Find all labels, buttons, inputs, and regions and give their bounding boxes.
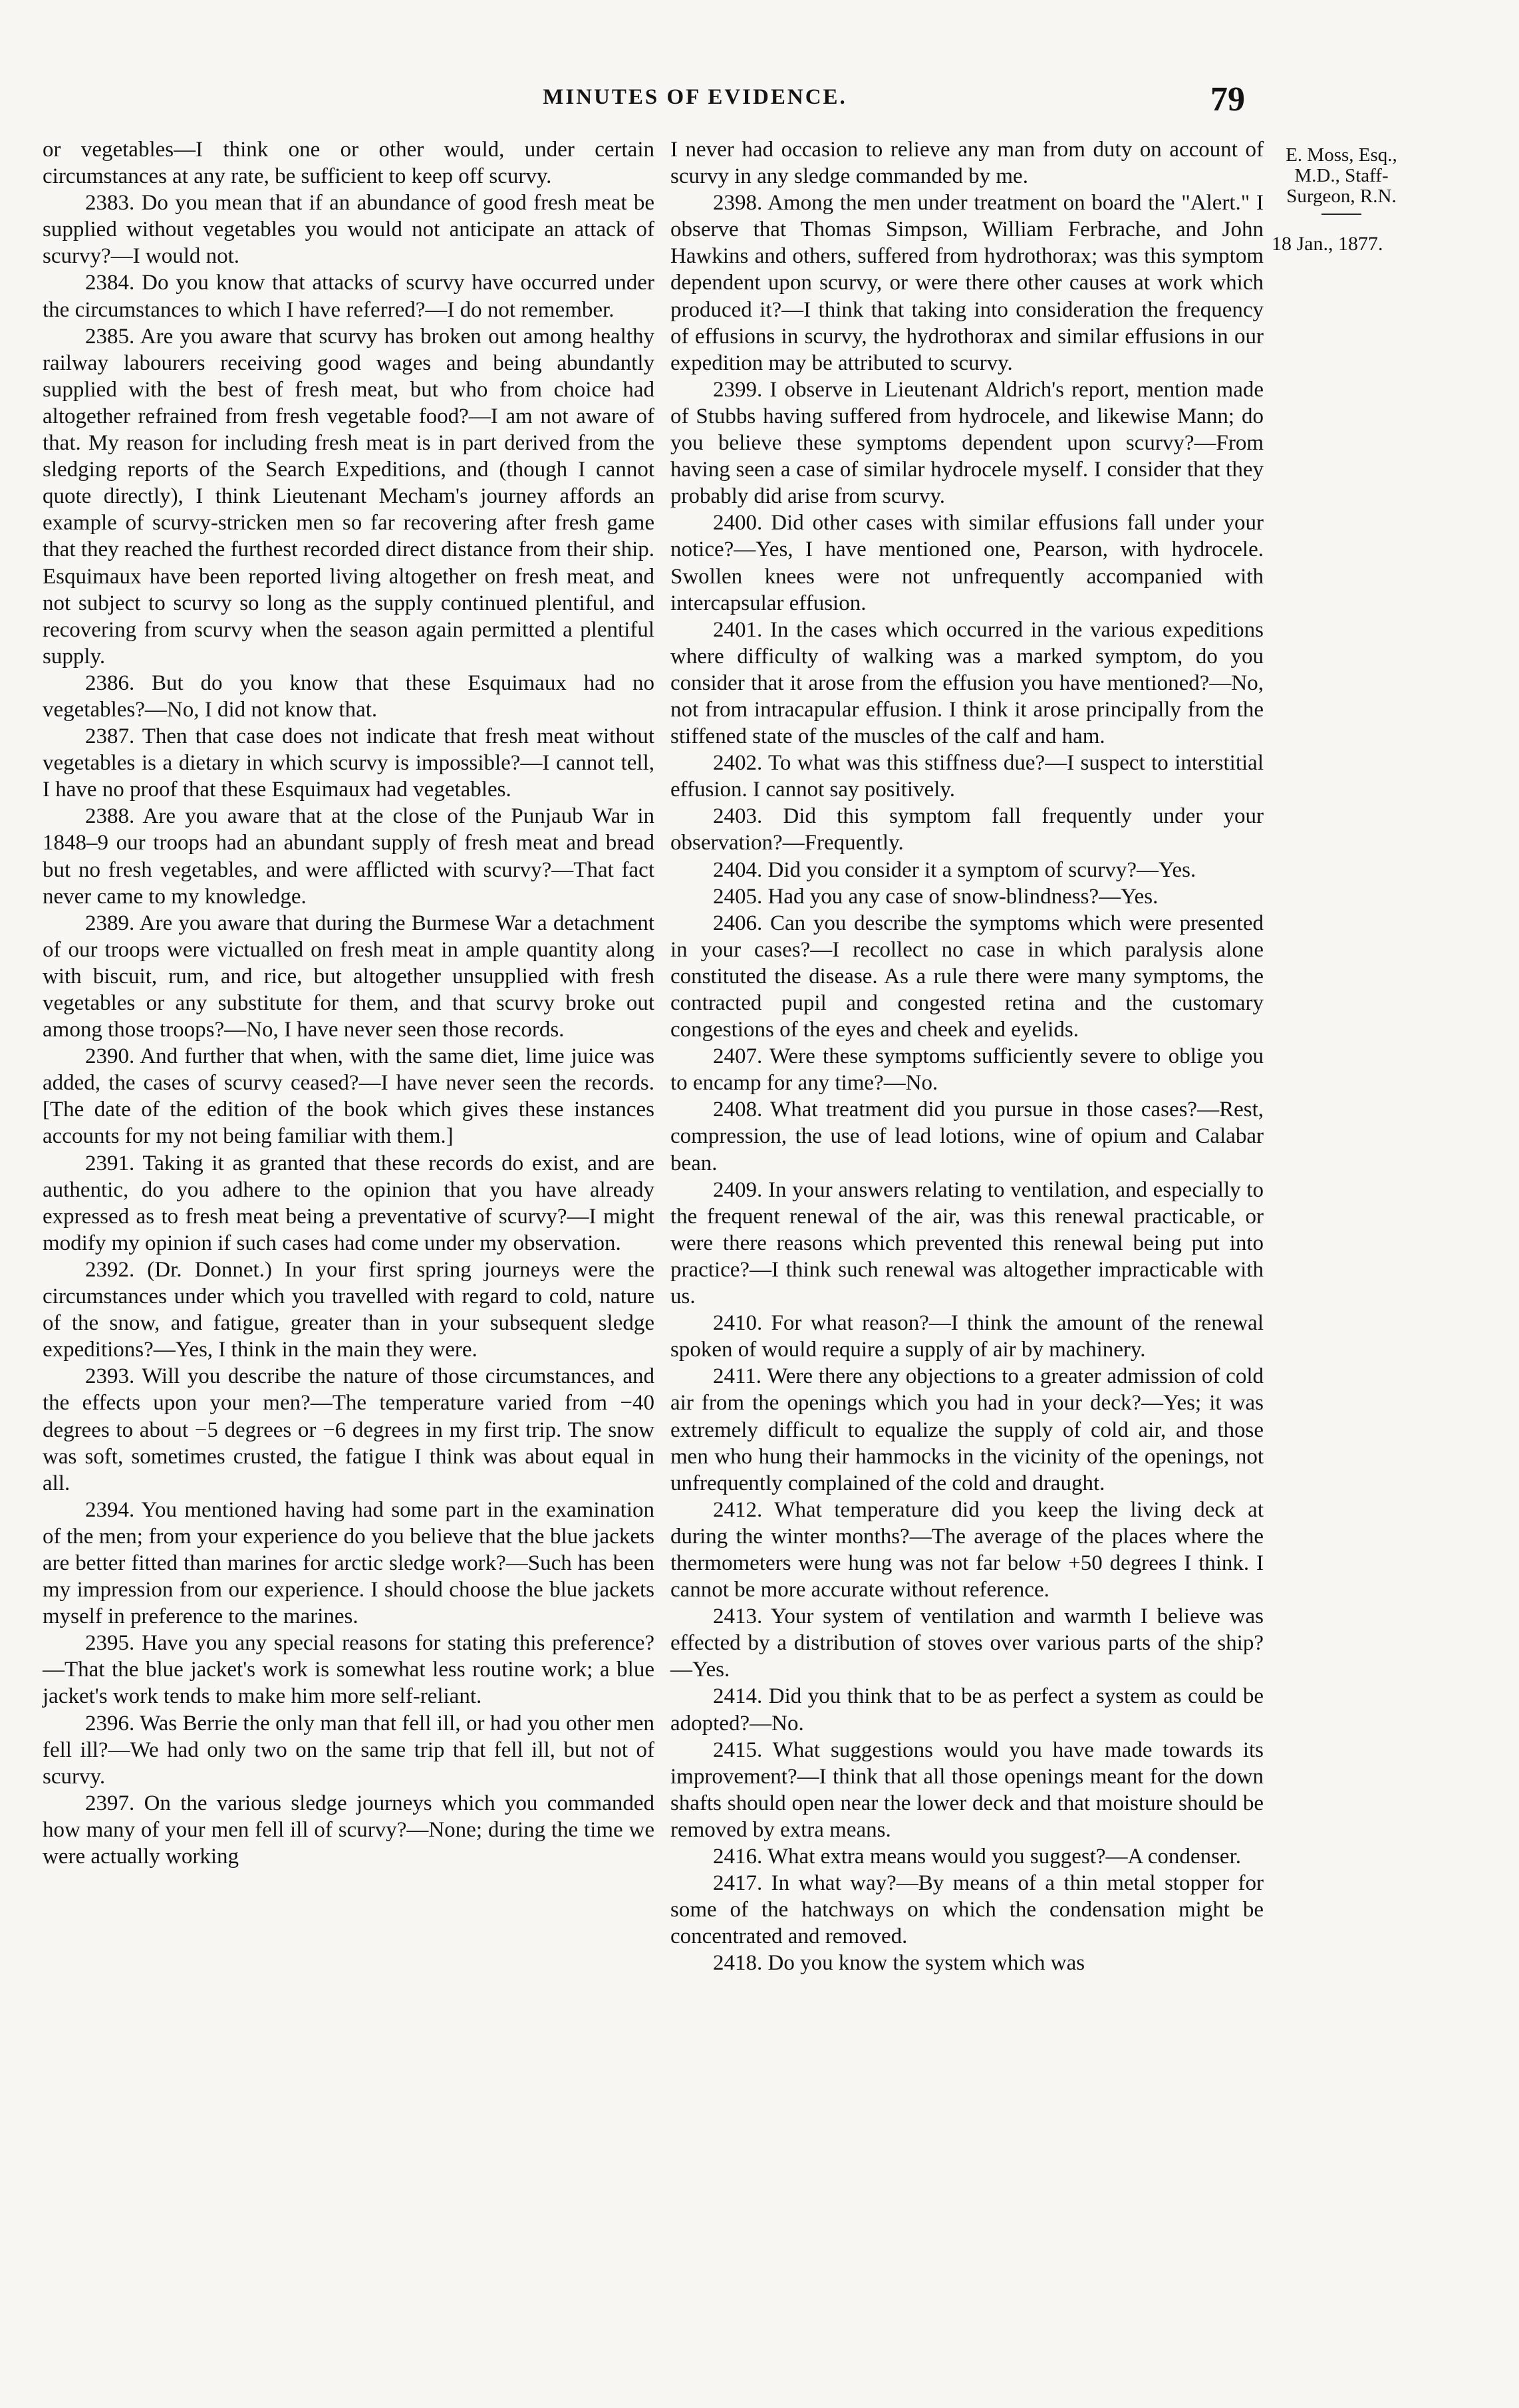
right-column: [670, 136, 1264, 1976]
witness-margin-note: [1272, 145, 1411, 220]
paragraph: 2398. Among the men under treatment on board the "Alert." I observe that Thomas Simpson, William Ferbrache, and John Hawkins and others, suffered from hydrothorax; was this symptom dependent upon scurvy, or were there other causes at work which produced it?—I think that taking into consideration the frequency of effusions in scurvy, the hydrothorax and similar effusions in our expedition may be attributed to scurvy.: [670, 191, 1264, 375]
paragraph: 2407. Were these symptoms sufficiently severe to oblige you to encamp for any time?—No.: [670, 1044, 1264, 1096]
paragraph: 2414. Did you think that to be as perfect a system as could be adopted?—No.: [670, 1684, 1264, 1735]
paragraph: 2418. Do you know the system which was: [713, 1951, 1085, 1976]
paragraph: 2395. Have you any special reasons for stating this preference?—That the blue jacket's work is somewhat less routine work; a blue jacket's work tends to make him more self-reliant.: [43, 1631, 654, 1709]
paragraph: 2388. Are you aware that at the close of the Punjaub War in 1848–9 our troops had an abundant supply of fresh meat and bread but no fresh vegetables, and were afflicted with scurvy?—That fact never came to my knowledge.: [43, 804, 654, 909]
witness-name: E. Moss, Esq., M.D., Staff-Surgeon, R.N.: [1286, 144, 1397, 207]
paragraph: 2390. And further that when, with the same diet, lime juice was added, the cases of scurvy ceased?—I have never seen the records. [The date of the edition of the book which gives these instances accounts for my not being familiar with them.]: [43, 1044, 654, 1149]
paragraph: 2396. Was Berrie the only man that fell ill, or had you other men fell ill?—We had only two on the same trip that fell ill, but not of scurvy.: [43, 1711, 654, 1789]
paragraph: 2383. Do you mean that if an abundance of good fresh meat be supplied without vegetables you would not anticipate an attack of scurvy?—I would not.: [43, 191, 654, 269]
paragraph: 2401. In the cases which occurred in the various expeditions where difficulty of walking was a marked symptom, do you consider that it arose from the effusion you have mentioned?—No, not from intracapular effusion. I think it arose principally from the stiffened state of the muscles of the calf and ham.: [670, 617, 1264, 749]
paragraph: 2405. Had you any case of snow-blindness?—Yes.: [713, 884, 1159, 909]
paragraph: 2392. (Dr. Donnet.) In your first spring journeys were the circumstances under which you travelled with regard to cold, nature of the snow, and fatigue, greater than in your subsequent sledge expeditions?—Yes, I think in the main they were.: [43, 1257, 654, 1362]
paragraph: I never had occasion to relieve any man from duty on account of scurvy in any sledge commanded by me.: [670, 138, 1264, 189]
paragraph: 2416. What extra means would you suggest?—A condenser.: [713, 1845, 1241, 1869]
paragraph: 2413. Your system of ventilation and warmth I believe was effected by a distribution of stoves over various parts of the ship?—Yes.: [670, 1604, 1264, 1682]
divider: [1321, 214, 1361, 215]
paragraph: 2411. Were there any objections to a greater admission of cold air from the openings which you had in your deck?—Yes; it was extremely difficult to equalize the supply of cold air, and those men who hung their hammocks in the vicinity of the openings, not unfrequently complained of the cold and draught.: [670, 1364, 1264, 1495]
paragraph: 2402. To what was this stiffness due?—I suspect to interstitial effusion. I cannot say positively.: [670, 751, 1264, 802]
paragraph: or vegetables—I think one or other would, under certain circumstances at any rate, be sufficient to keep off scurvy.: [43, 138, 654, 189]
page-number: 79: [1210, 80, 1245, 118]
paragraph: 2410. For what reason?—I think the amount of the renewal spoken of would require a supply of air by machinery.: [670, 1311, 1264, 1362]
paragraph: 2417. In what way?—By means of a thin metal stopper for some of the hatchways on which the condensation might be concentrated and removed.: [670, 1871, 1264, 1949]
paragraph: 2409. In your answers relating to ventilation, and especially to the frequent renewal of the air, was this renewal practicable, or were there reasons which prevented this renewal being put into practice?—I think such renewal was altogether impracticable with us.: [670, 1177, 1264, 1309]
paragraph: 2404. Did you consider it a symptom of scurvy?—Yes.: [713, 857, 1196, 882]
paragraph: 2385. Are you aware that scurvy has broken out among healthy railway labourers receiving good wages and being abundantly supplied with the best of fresh meat, but who from choice had altogether refrained from fresh vegetable food?—I am not aware of that. My reason for including fresh meat is in part derived from the sledging reports of the Search Expeditions, and (though I cannot quote directly), I think Lieutenant Mecham's journey affords an example of scurvy-stricken men so far recovering after fresh game that they reached the furthest recorded direct distance from their ship. Esquimaux have been reported living altogether on fresh meat, and not subject to scurvy so long as the supply continued plentiful, and recovering from scurvy when the season again permitted a plentiful supply.: [43, 324, 654, 669]
paragraph: 2403. Did this symptom fall frequently under your observation?—Frequently.: [670, 804, 1264, 855]
paragraph: 2399. I observe in Lieutenant Aldrich's report, mention made of Stubbs having suffered from hydrocele, and likewise Mann; do you believe these symptoms dependent upon scurvy?—From having seen a case of similar hydrocele myself. I consider that they probably did arise from scurvy.: [670, 377, 1264, 509]
paragraph: 2391. Taking it as granted that these records do exist, and are authentic, do you adhere to the opinion that you have already expressed as to fresh meat being a preventative of scurvy?—I might modify my opinion if such cases had come under my observation.: [43, 1151, 654, 1255]
paragraph: 2389. Are you aware that during the Burmese War a detachment of our troops were victualled on fresh meat in ample quantity along with biscuit, rum, and rice, but altogether unsupplied with fresh vegetables or any substitute for them, and that scurvy broke out among those troops?—No, I have never seen those records.: [43, 911, 654, 1042]
paragraph: 2415. What suggestions would you have made towards its improvement?—I think that all those openings meant for the down shafts should open near the lower deck and that moisture should be removed by extra means.: [670, 1737, 1264, 1842]
paragraph: 2412. What temperature did you keep the living deck at during the winter months?—The average of the places where the thermometers were hung was not far below +50 degrees I think. I cannot be more accurate without reference.: [670, 1497, 1264, 1602]
left-column: [43, 136, 654, 1870]
paragraph: 2397. On the various sledge journeys which you commanded how many of your men fell ill of scurvy?—None; during the time we were actually working: [43, 1791, 654, 1869]
paragraph: 2408. What treatment did you pursue in those cases?—Rest, compression, the use of lead lotions, wine of opium and Calabar bean.: [670, 1098, 1264, 1175]
paragraph: 2406. Can you describe the symptoms which were presented in your cases?—I recollect no case in which paralysis alone constituted the disease. As a rule there were many symptoms, the contracted pupil and congested retina and the customary congestions of the eyes and cheek and eyelids.: [670, 911, 1264, 1042]
paragraph: 2394. You mentioned having had some part in the examination of the men; from your experience do you believe that the blue jackets are better fitted than marines for arctic sledge work?—Such has been my impression from our experience. I should choose the blue jackets myself in preference to the marines.: [43, 1497, 654, 1629]
paragraph: 2386. But do you know that these Esquimaux had no vegetables?—No, I did not know that.: [43, 671, 654, 722]
page-header: [0, 80, 1519, 125]
running-title: MINUTES OF EVIDENCE.: [543, 85, 847, 109]
paragraph: 2384. Do you know that attacks of scurvy have occurred under the circumstances to which I have referred?—I do not remember.: [43, 271, 654, 322]
date-margin-note: 18 Jan., 1877.: [1272, 233, 1383, 255]
paragraph: 2387. Then that case does not indicate that fresh meat without vegetables is a dietary in which scurvy is impossible?—I cannot tell, I have no proof that these Esquimaux had vegetables.: [43, 724, 654, 802]
paragraph: 2393. Will you describe the nature of those circumstances, and the effects upon your men?—The temperature varied from −40 degrees to about −5 degrees or −6 degrees in my first trip. The snow was soft, sometimes crusted, the fatigue I think was about equal in all.: [43, 1364, 654, 1495]
paragraph: 2400. Did other cases with similar effusions fall under your notice?—Yes, I have mentioned one, Pearson, with hydrocele. Swollen knees were not unfrequently accompanied with intercapsular effusion.: [670, 511, 1264, 615]
